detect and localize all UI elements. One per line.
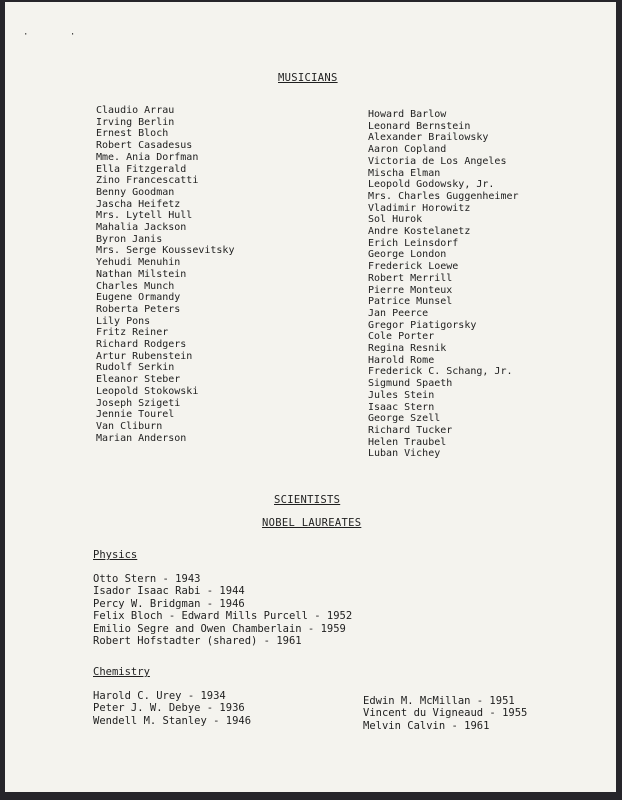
musician-name: Sigmund Spaeth [368, 378, 453, 390]
musician-name: Aaron Copland [368, 144, 447, 156]
musician-name: Jennie Tourel [96, 409, 175, 421]
nobel-laureates-heading: NOBEL LAUREATES [262, 517, 362, 529]
musician-name: Mrs. Charles Guggenheimer [368, 190, 519, 202]
musician-name: Ernest Bloch [96, 128, 169, 140]
chemistry-laureate: Melvin Calvin - 1961 [363, 719, 490, 732]
physics-laureate: Felix Bloch - Edward Mills Purcell - 1952 [93, 610, 353, 623]
musician-name: Marian Anderson [96, 432, 187, 444]
musician-name: Helen Traubel [368, 436, 447, 448]
musician-name: Ella Fitzgerald [96, 163, 187, 175]
musician-name: Benny Goodman [96, 186, 175, 198]
musicians-right-column [368, 109, 519, 460]
musician-name: Claudio Arrau [96, 105, 175, 116]
musician-name: Alexander Brailowsky [368, 132, 489, 144]
musician-name: Pierre Monteux [368, 284, 453, 296]
musician-name: Frederick Loewe [368, 261, 459, 273]
physics-laureate: Robert Hofstadter (shared) - 1961 [93, 635, 302, 648]
musician-name: Richard Tucker [368, 424, 453, 436]
musician-name: Richard Rodgers [96, 339, 187, 351]
musician-name: Jules Stein [368, 389, 435, 401]
musician-name: Regina Resnik [368, 343, 447, 355]
musician-name: Vladimir Horowitz [368, 202, 471, 214]
musician-name: Sol Hurok [368, 214, 423, 226]
musician-name: Mahalia Jackson [96, 222, 187, 234]
chemistry-laureate: Vincent du Vigneaud - 1955 [363, 707, 528, 720]
musician-name: George Szell [368, 413, 441, 425]
chemistry-laureate: Peter J. W. Debye - 1936 [93, 702, 245, 715]
chemistry-list-left [93, 690, 251, 727]
musician-name: Cole Porter [368, 331, 435, 343]
physics-label: Physics [93, 549, 138, 561]
physics-laureate: Isador Isaac Rabi - 1944 [93, 585, 245, 598]
musician-name: George London [368, 249, 447, 261]
musician-name: Robert Casadesus [96, 140, 193, 152]
musician-name: Lily Pons [96, 315, 151, 327]
chemistry-laureate: Harold C. Urey - 1934 [93, 690, 226, 702]
physics-laureate: Percy W. Bridgman - 1946 [93, 597, 245, 610]
physics-laureate: Emilio Segre and Owen Chamberlain - 1959 [93, 622, 346, 635]
musician-name: Frederick C. Schang, Jr. [368, 366, 513, 378]
musician-name: Leonard Bernstein [368, 120, 471, 132]
scientists-heading: SCIENTISTS [274, 494, 341, 506]
musician-name: Harold Rome [368, 354, 435, 366]
musician-name: Artur Rubenstein [96, 350, 193, 362]
musician-name: Leopold Stokowski [96, 385, 199, 397]
musician-name: Joseph Szigeti [96, 397, 181, 409]
document-page [5, 2, 616, 792]
chemistry-laureate: Edwin M. McMillan - 1951 [363, 695, 515, 707]
musician-name: Erich Leinsdorf [368, 237, 459, 249]
musician-name: Charles Munch [96, 280, 175, 292]
musician-name: Mme. Ania Dorfman [96, 151, 199, 163]
chemistry-list-right [363, 695, 527, 732]
musician-name: Mrs. Serge Koussevitsky [96, 245, 235, 257]
musician-name: Byron Janis [96, 233, 163, 245]
musician-name: Eugene Ormandy [96, 292, 181, 304]
chemistry-laureate: Wendell M. Stanley - 1946 [93, 714, 252, 727]
musician-name: Isaac Stern [368, 401, 435, 413]
musician-name: Mrs. Lytell Hull [96, 210, 193, 222]
musician-name: Fritz Reiner [96, 327, 169, 339]
musician-name: Roberta Peters [96, 303, 181, 315]
musician-name: Gregor Piatigorsky [368, 319, 477, 331]
musician-name: Victoria de Los Angeles [368, 155, 507, 167]
musician-name: Zino Francescatti [96, 175, 199, 187]
musician-name: Irving Berlin [96, 116, 175, 128]
musician-name: Andre Kostelanetz [368, 226, 471, 238]
musician-name: Leopold Godowsky, Jr. [368, 179, 495, 191]
musician-name: Jascha Heifetz [96, 198, 181, 210]
musician-name: Robert Merrill [368, 272, 453, 284]
musician-name: Patrice Munsel [368, 296, 453, 308]
header-marks: · · [23, 30, 94, 40]
musician-name: Yehudi Menuhin [96, 257, 181, 269]
chemistry-label: Chemistry [93, 666, 150, 678]
musician-name: Howard Barlow [368, 109, 447, 120]
physics-laureate: Otto Stern - 1943 [93, 573, 201, 585]
musician-name: Jan Peerce [368, 307, 429, 319]
musician-name: Van Cliburn [96, 420, 163, 432]
musician-name: Rudolf Serkin [96, 362, 175, 374]
musician-name: Luban Vichey [368, 448, 441, 460]
musician-name: Eleanor Steber [96, 374, 181, 386]
musician-name: Mischa Elman [368, 167, 441, 179]
musicians-heading: MUSICIANS [278, 72, 338, 84]
physics-list [93, 573, 352, 647]
musician-name: Nathan Milstein [96, 268, 187, 280]
musicians-left-column [96, 105, 234, 444]
